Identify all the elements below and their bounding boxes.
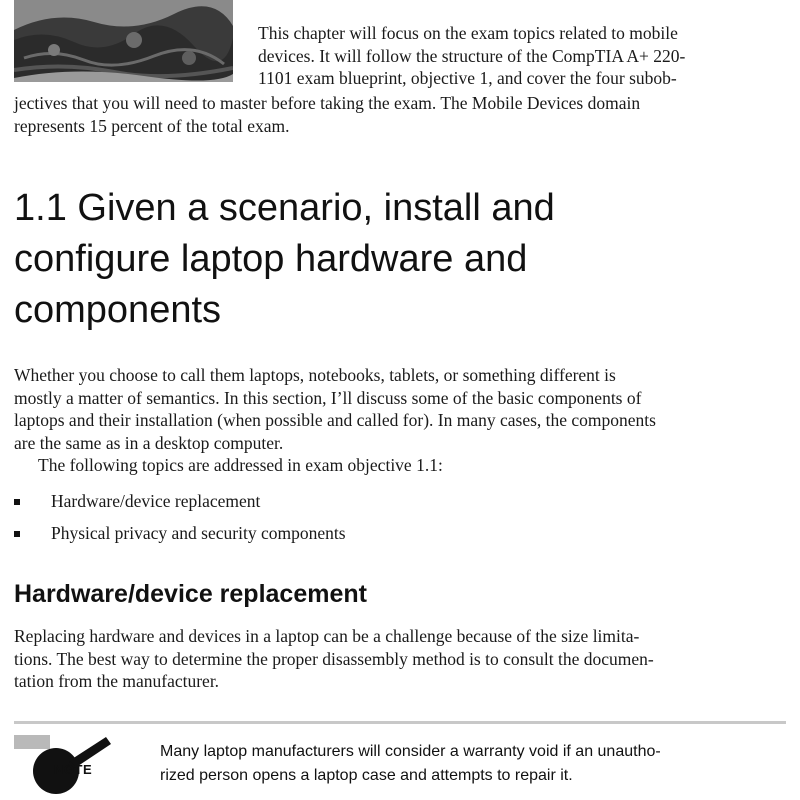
intro-line: jectives that you will need to master before taking the exam. The Mobile Devices domain <box>14 93 641 113</box>
intro-paragraph-bottom <box>14 92 784 137</box>
intro-line: represents 15 percent of the total exam. <box>14 115 290 136</box>
note-line: Many laptop manufacturers will consider a warranty void if an unautho- <box>160 743 661 760</box>
topic-label: Physical privacy and security components <box>51 523 346 543</box>
subsection-heading: Hardware/device replacement <box>14 580 367 608</box>
intro-line: 1101 exam blueprint, objective 1, and cover the four subob- <box>258 68 677 88</box>
note-pencil-icon <box>14 733 112 795</box>
topic-label: Hardware/device replacement <box>51 491 261 511</box>
list-item <box>14 490 346 522</box>
body-line: are the same as in a desktop computer. <box>14 432 284 453</box>
body-line: Whether you choose to call them laptops, notebooks, tablets, or something different is <box>14 365 616 385</box>
body-line: laptops and their installation (when possible and called for). In many cases, the components <box>14 410 656 430</box>
note-divider <box>14 721 786 724</box>
body-line: Replacing hardware and devices in a laptop can be a challenge because of the size limita- <box>14 626 640 646</box>
note-label: NOTE <box>54 762 93 777</box>
bullet-icon <box>14 531 20 537</box>
section-heading <box>14 183 784 336</box>
section-body-paragraph <box>14 364 786 477</box>
topics-intro: The following topics are addressed in exam objective 1.1: <box>38 455 443 475</box>
note-text <box>160 740 780 788</box>
subsection-paragraph <box>14 625 786 693</box>
bullet-icon <box>14 499 20 505</box>
chapter-photo <box>14 0 233 82</box>
section-heading-line: components <box>14 289 222 331</box>
note-line: rized person opens a laptop case and attempts to repair it. <box>160 767 573 784</box>
section-heading-line: 1.1 Given a scenario, install and <box>14 187 555 229</box>
section-heading-line: configure laptop hardware and <box>14 238 528 280</box>
intro-paragraph-top <box>258 22 786 90</box>
intro-line: This chapter will focus on the exam topics related to mobile <box>258 23 678 43</box>
body-line: tions. The best way to determine the proper disassembly method is to consult the documen- <box>14 648 654 669</box>
body-line: mostly a matter of semantics. In this section, I’ll discuss some of the basic components of <box>14 387 642 408</box>
topics-list <box>14 490 346 554</box>
list-item <box>14 522 346 554</box>
intro-line: devices. It will follow the structure of the CompTIA A+ 220- <box>258 45 686 66</box>
body-line: tation from the manufacturer. <box>14 671 220 691</box>
